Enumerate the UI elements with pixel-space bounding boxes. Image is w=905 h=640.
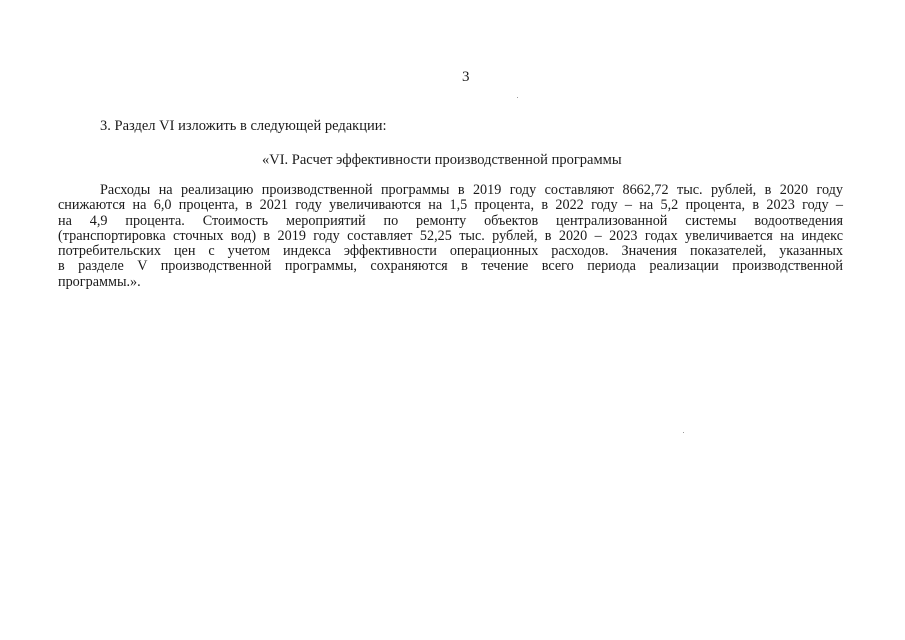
paragraph-line: на 4,9 процента. Стоимость мероприятий по ремонту объектов централизованной системы водоотведения <box>58 212 843 229</box>
paragraph-line: (транспортировка сточных вод) в 2019 году составляет 52,25 тыс. рублей, в 2020 – 2023 годах увеличивается на индекс <box>58 227 843 244</box>
section-title: «VI. Расчет эффективности производственной программы <box>262 152 622 168</box>
amendment-item: 3. Раздел VI изложить в следующей редакции: <box>100 118 387 134</box>
paragraph-line: Расходы на реализацию производственной программы в 2019 году составляют 8662,72 тыс. рублей, в 2020 году <box>100 182 843 198</box>
paragraph-line: в разделе V производственной программы, сохраняются в течение всего периода реализации производственной <box>58 258 843 275</box>
scan-speck <box>683 432 684 433</box>
paragraph-line: программы.». <box>58 273 141 290</box>
paragraph-line: снижаются на 6,0 процента, в 2021 году увеличиваются на 1,5 процента, в 2022 году – на 5,2 процента, в 2023 году – <box>58 197 843 214</box>
paragraph-line: потребительских цен с учетом индекса эффективности операционных расходов. Значения показателей, указанных <box>58 243 843 260</box>
page-number: 3 <box>462 69 470 85</box>
body-paragraph <box>58 183 843 290</box>
scan-speck <box>517 97 518 98</box>
